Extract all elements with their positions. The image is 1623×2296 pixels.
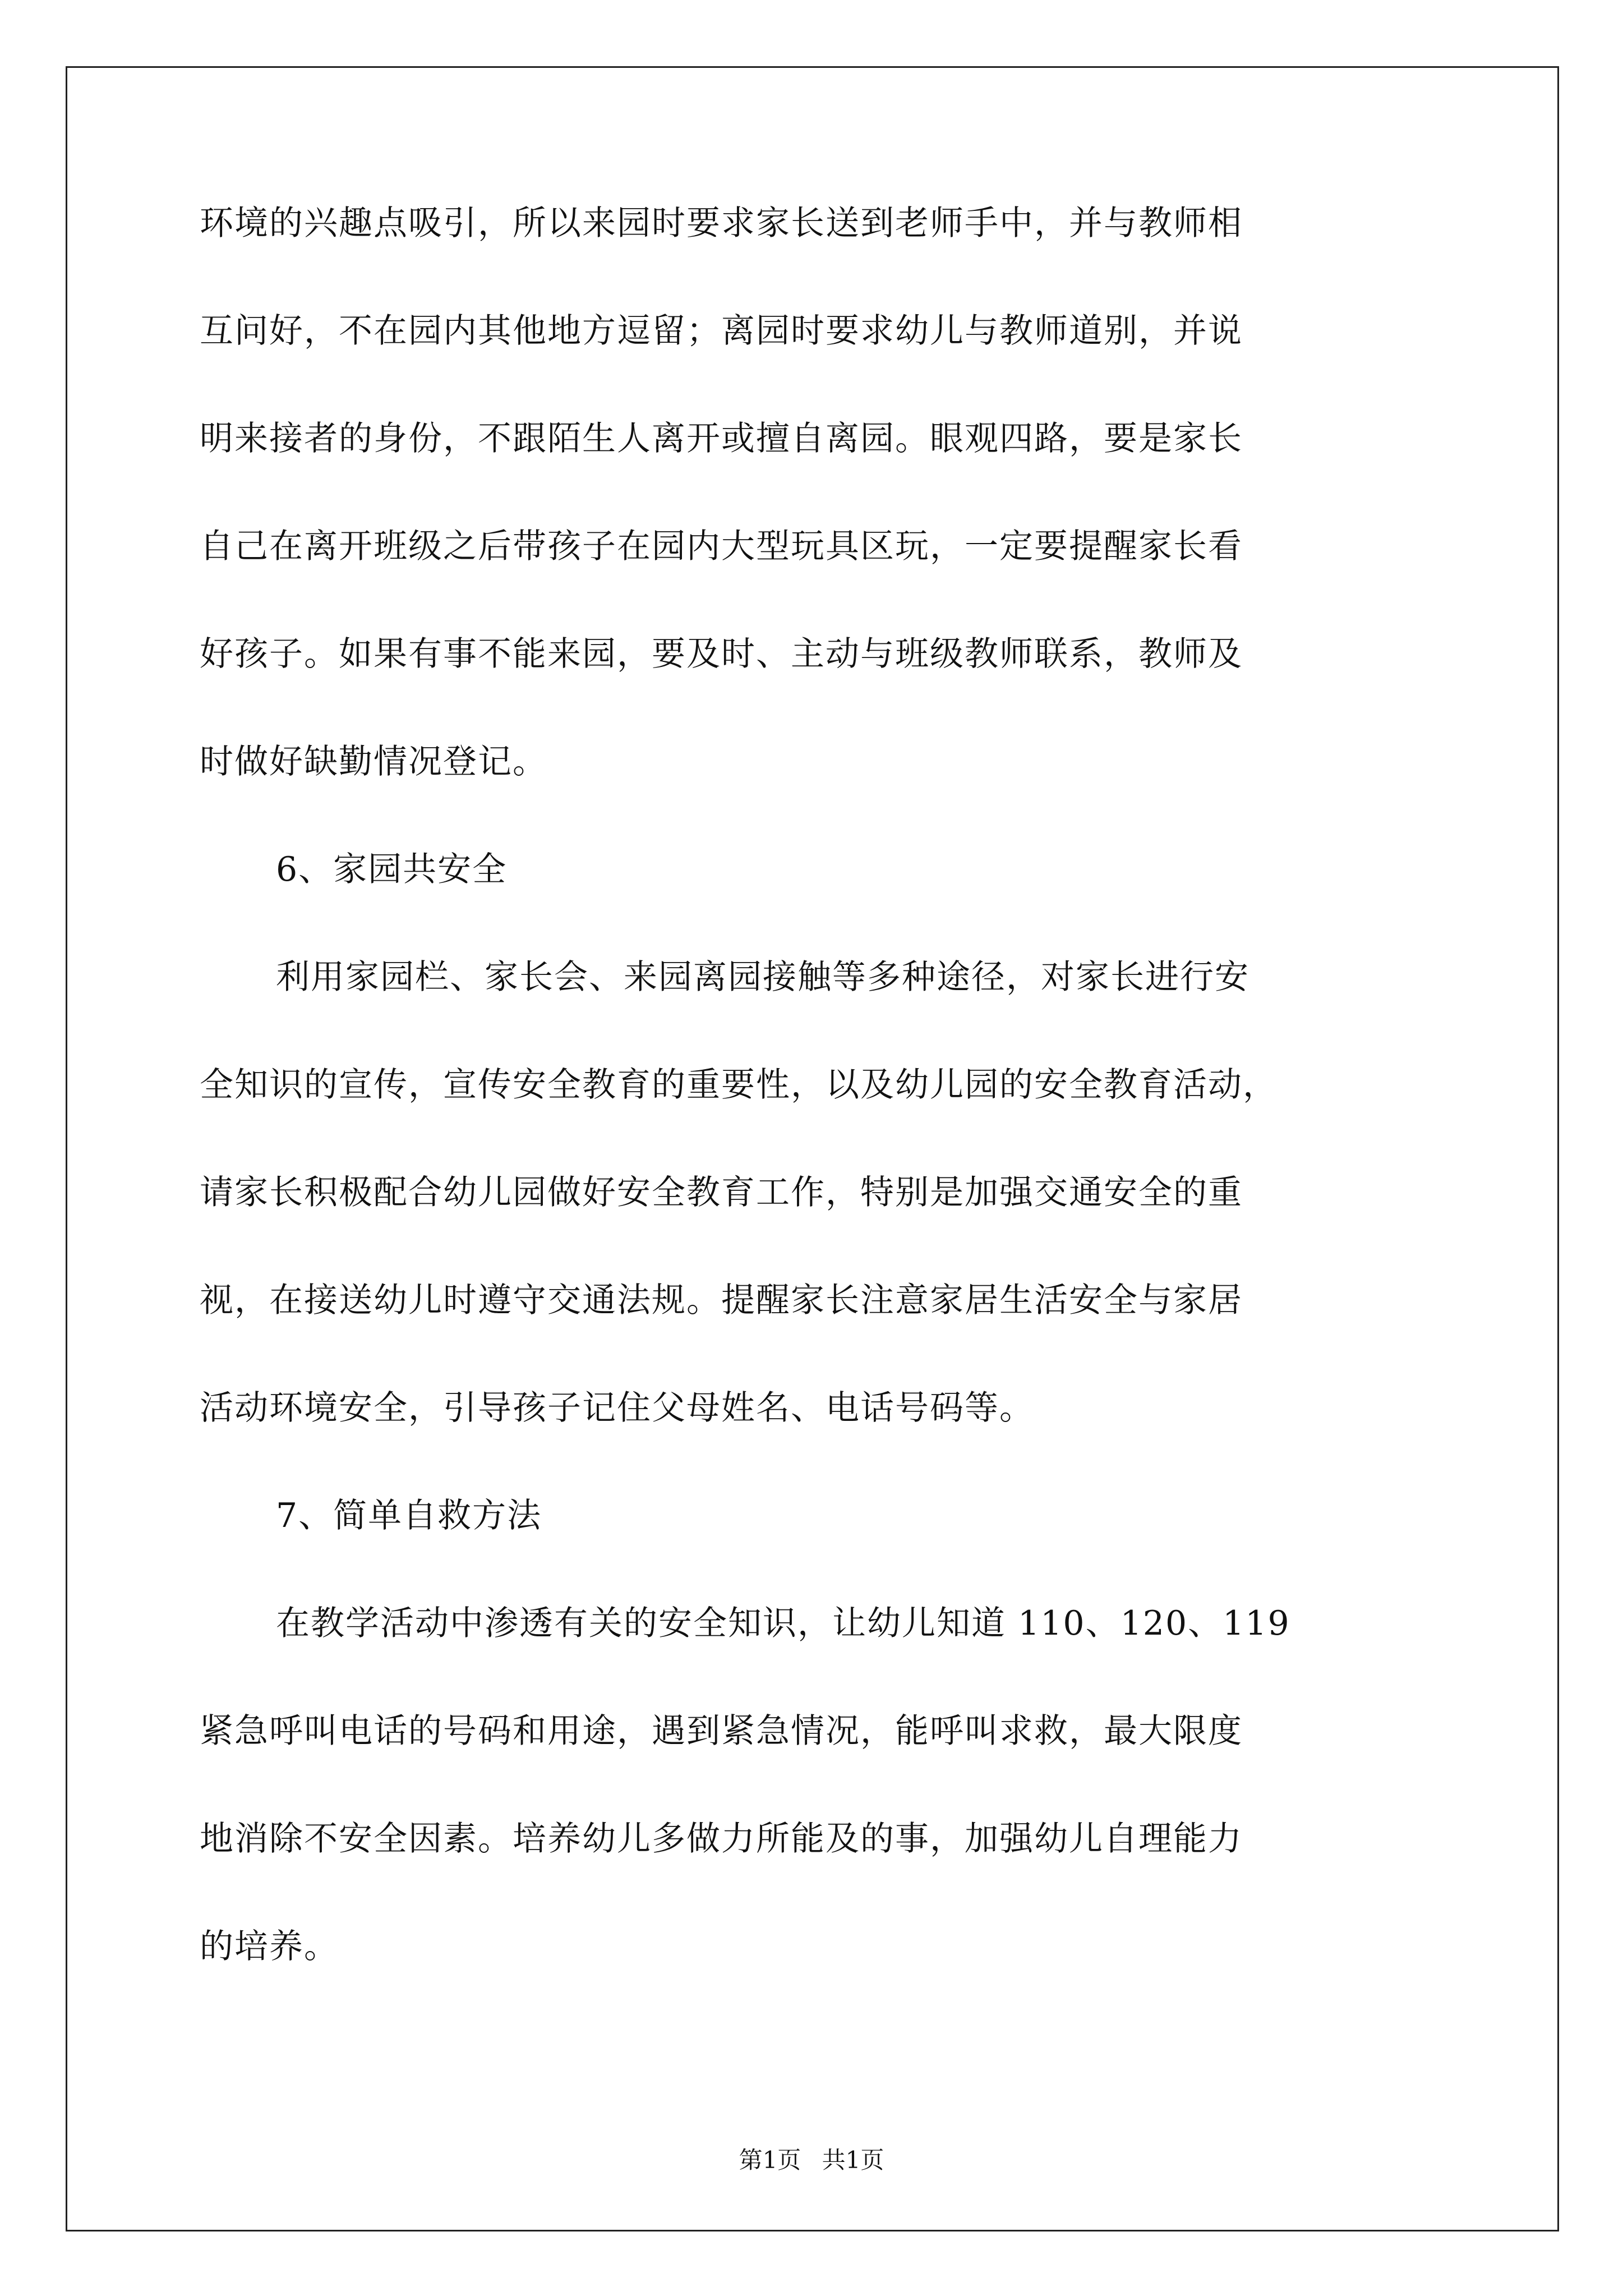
text-line: 活动环境安全，引导孩子记住父母姓名、电话号码等。 xyxy=(200,1388,1034,1428)
text-line: 地消除不安全因素。培养幼儿多做力所能及的事，加强幼儿自理能力 xyxy=(200,1819,1243,1858)
page-total: 共1页 xyxy=(822,2146,884,2174)
document-body xyxy=(200,206,1428,2037)
text-line: 请家长积极配合幼儿园做好安全教育工作，特别是加强交通安全的重 xyxy=(200,1173,1243,1212)
text-line: 全知识的宣传，宣传安全教育的重要性，以及幼儿园的安全教育活动， xyxy=(200,1065,1278,1105)
text-line: 紧急呼叫电话的号码和用途，遇到紧急情况，能呼叫求救，最大限度 xyxy=(200,1711,1243,1751)
text-line: 好孩子。如果有事不能来园，要及时、主动与班级教师联系，教师及 xyxy=(200,634,1243,674)
text-line: 利用家园栏、家长会、来园离园接触等多种途径，对家长进行安 xyxy=(276,958,1249,997)
text-line: 明来接者的身份，不跟陌生人离开或擅自离园。眼观四路，要是家长 xyxy=(200,419,1243,458)
text-line: 自己在离开班级之后带孩子在园内大型玩具区玩，一定要提醒家长看 xyxy=(200,527,1243,566)
text-line: 在教学活动中渗透有关的安全知识，让幼儿知道 110、120、119 xyxy=(276,1604,1290,1643)
page-number: 第1页 xyxy=(739,2146,801,2174)
section-heading: 6、家园共安全 xyxy=(276,850,508,889)
section-heading: 7、简单自救方法 xyxy=(276,1496,542,1535)
text-line: 环境的兴趣点吸引，所以来园时要求家长送到老师手中，并与教师相 xyxy=(200,204,1243,243)
text-line: 视，在接送幼儿时遵守交通法规。提醒家长注意家居生活安全与家居 xyxy=(200,1281,1243,1320)
page-footer xyxy=(0,2142,1623,2175)
text-line: 的培养。 xyxy=(200,1927,339,1966)
text-line: 互问好，不在园内其他地方逗留；离园时要求幼儿与教师道别，并说 xyxy=(200,311,1243,351)
text-line: 时做好缺勤情况登记。 xyxy=(200,742,547,781)
